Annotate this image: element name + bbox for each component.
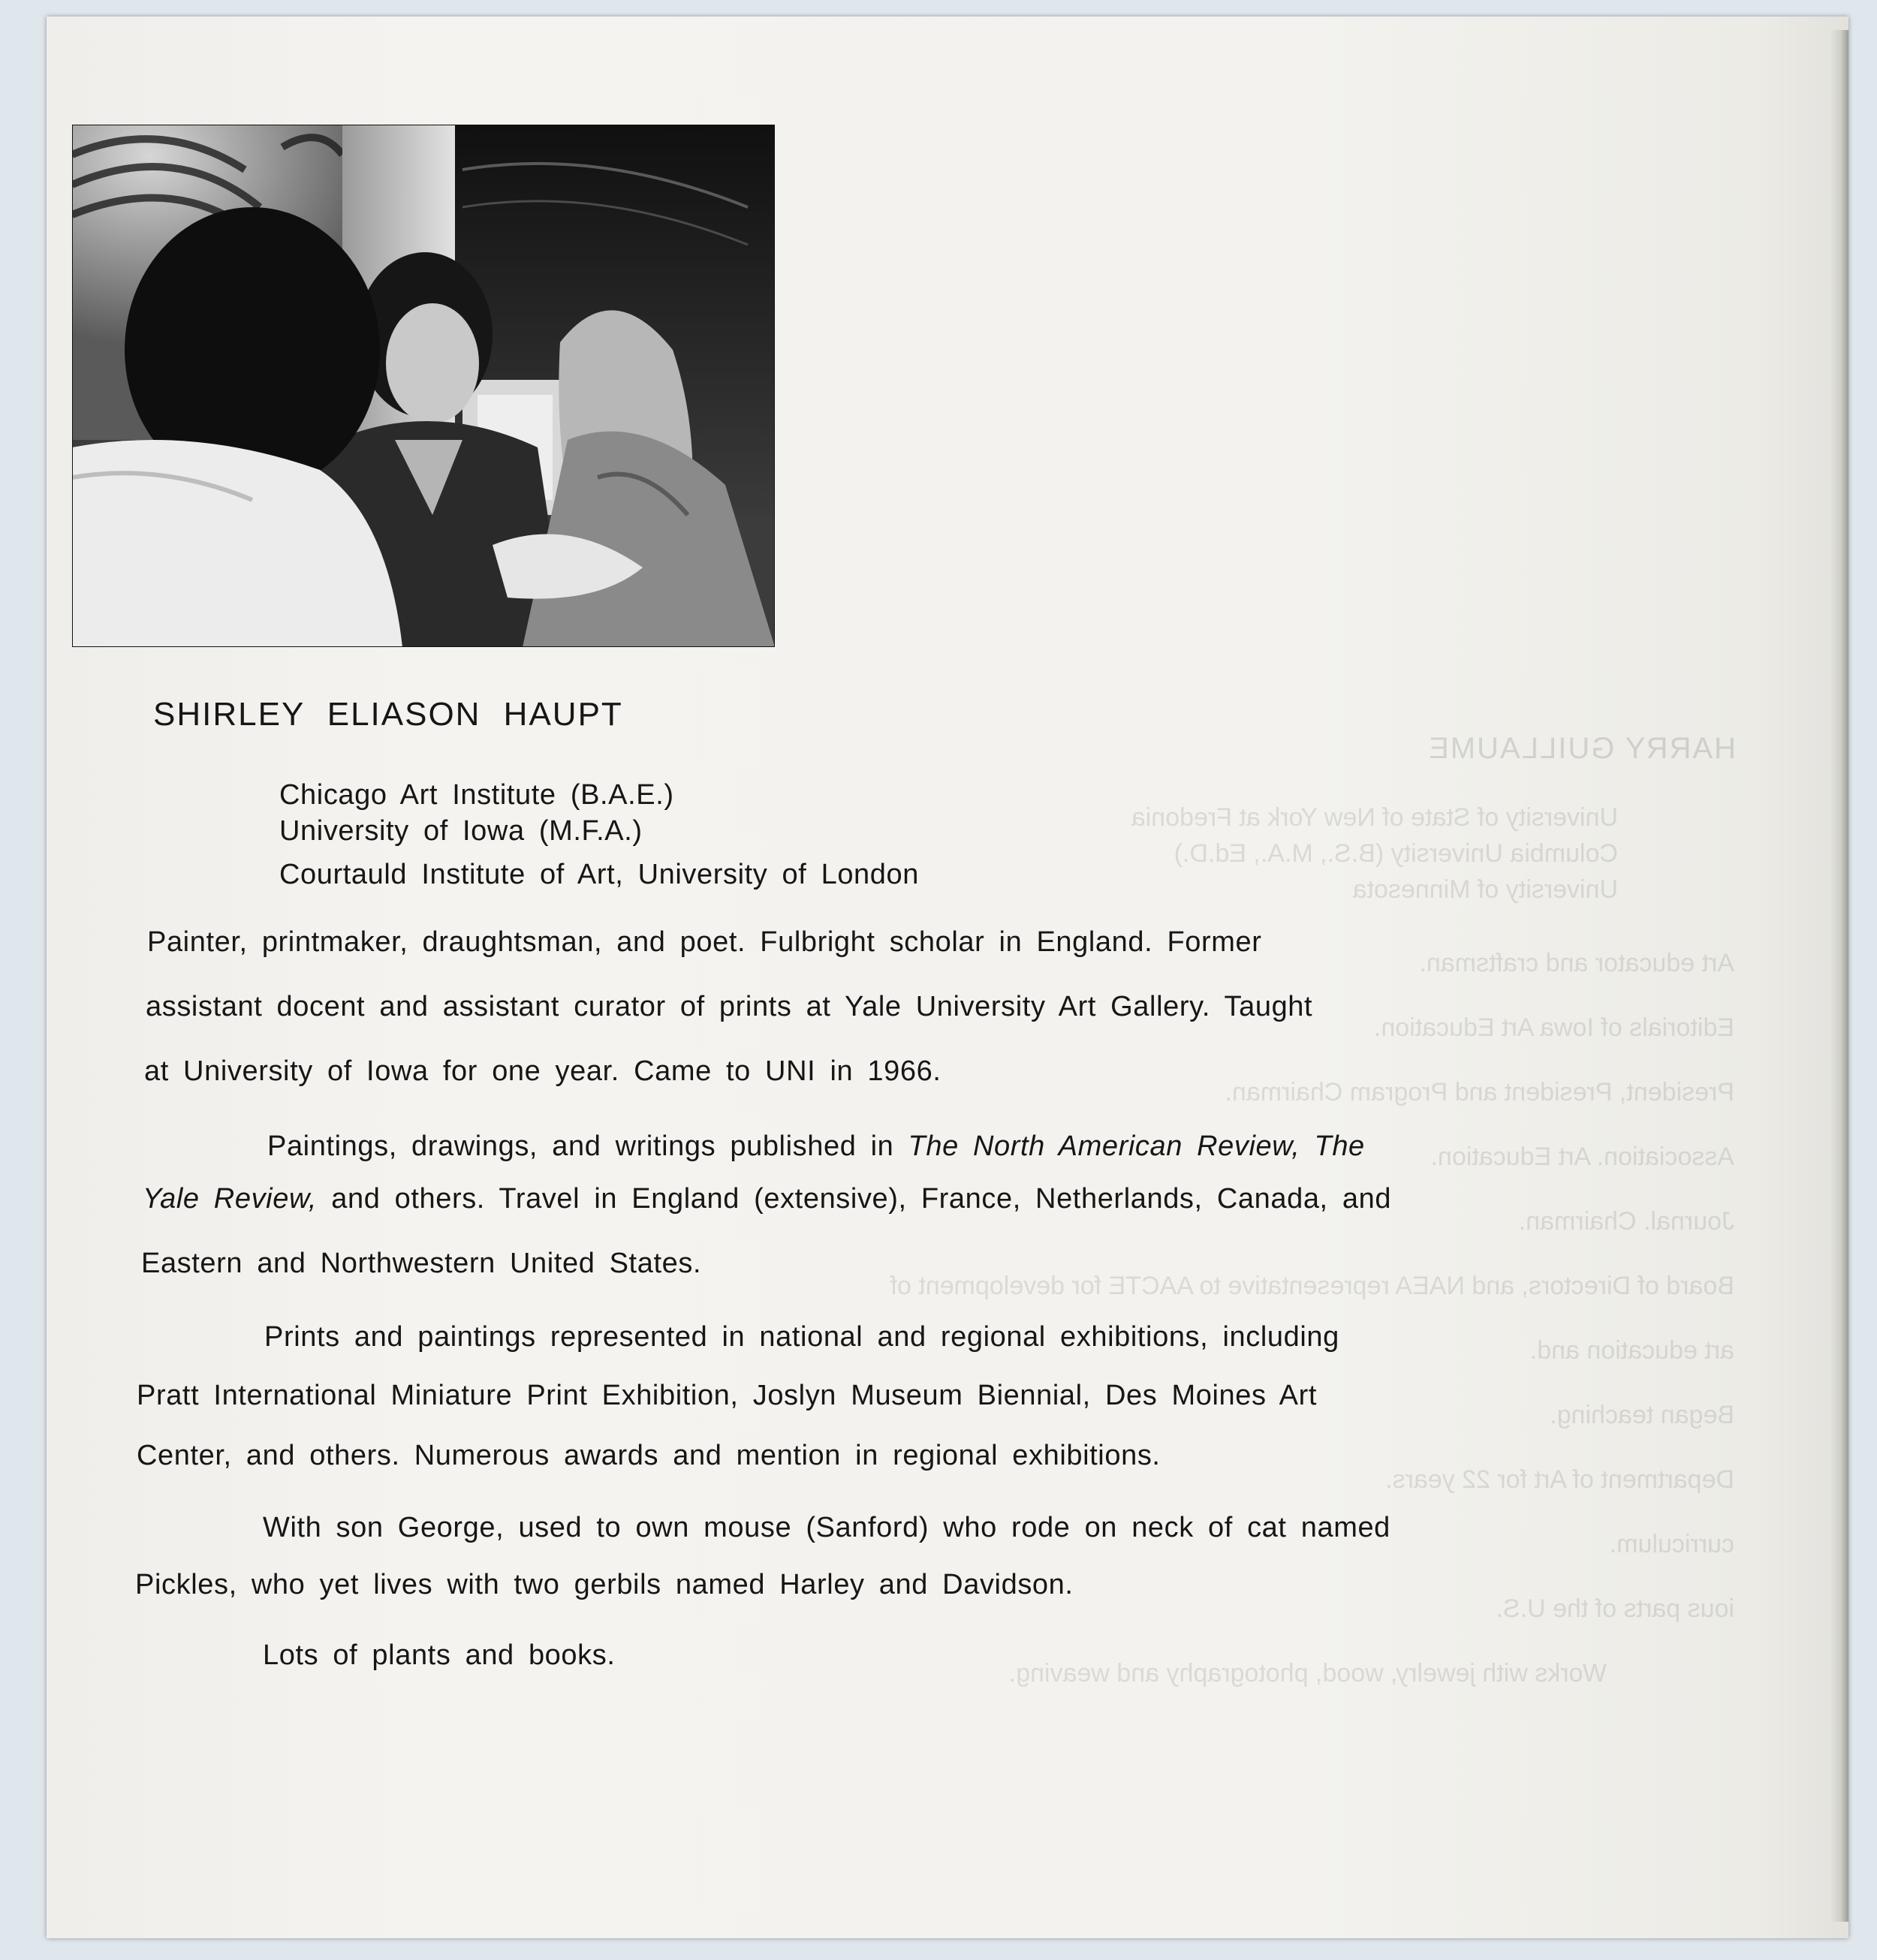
bio-line: Lots of plants and books. — [263, 1639, 616, 1671]
bio-line: Pickles, who yet lives with two gerbils named Harley and Davidson. — [135, 1569, 1074, 1600]
bleed-through-line: University of Minnesota — [1352, 875, 1618, 904]
bleed-through-line: Works with jewelry, wood, photography and weaving. — [1008, 1659, 1607, 1688]
bleed-through-line: curriculum. — [1609, 1530, 1734, 1558]
bleed-through-title: HARRY GUILLAUME — [1427, 732, 1736, 765]
bleed-through-line: ious parts of the U.S. — [1496, 1594, 1734, 1623]
bleed-through-line: Journal. Chairman. — [1518, 1207, 1734, 1236]
publication-title: The North American Review, The — [908, 1131, 1365, 1162]
bio-line: at University of Iowa for one year. Came to UNI in 1966. — [144, 1055, 942, 1087]
bio-text: and others. Travel in England (extensive), France, Netherlands, Canada, and — [317, 1183, 1392, 1215]
bleed-through-line: Association. Art Education. — [1430, 1143, 1734, 1171]
publication-title: Yale Review, — [143, 1183, 318, 1215]
bio-line — [267, 1132, 1365, 1161]
bio-line: Painter, printmaker, draughtsman, and poet. Fulbright scholar in England. Former — [147, 926, 1262, 958]
bio-line: Center, and others. Numerous awards and mention in regional exhibitions. — [137, 1440, 1161, 1471]
bio-line: Pratt International Miniature Print Exhibition, Joslyn Museum Biennial, Des Moines Art — [137, 1380, 1318, 1411]
bleed-through-line: Department of Art for 22 years. — [1385, 1465, 1734, 1494]
bio-line: assistant docent and assistant curator of prints at Yale University Art Gallery. Taught — [146, 991, 1313, 1022]
bleed-through-line: Board of Directors, and NAEA representative to AACTE for development of — [890, 1272, 1734, 1300]
bleed-through-line: Editorials of Iowa Art Education. — [1373, 1013, 1734, 1042]
bleed-through-line: Columbia University (B.S., M.A., Ed.D.) — [1174, 839, 1618, 868]
education-item: Courtauld Institute of Art, University of London — [279, 859, 919, 890]
bio-line: Eastern and Northwestern United States. — [141, 1248, 702, 1279]
bleed-through-line: University of State of New York at Fredonia — [1131, 803, 1618, 832]
education-item: University of Iowa (M.F.A.) — [279, 815, 643, 847]
education-item: Chicago Art Institute (B.A.E.) — [279, 779, 674, 811]
bleed-through-line: Began teaching. — [1550, 1401, 1734, 1429]
bio-line: With son George, used to own mouse (Sanford) who rode on neck of cat named — [263, 1512, 1390, 1543]
bleed-through-line: Art educator and craftsman. — [1419, 949, 1734, 977]
bleed-through-line: President, President and Program Chairman. — [1225, 1078, 1734, 1106]
bio-text: Paintings, drawings, and writings published in — [267, 1131, 908, 1162]
bleed-through-line: art education and. — [1529, 1336, 1734, 1365]
bio-line: Prints and paintings represented in national and regional exhibitions, including — [264, 1321, 1339, 1353]
bio-line — [143, 1185, 1391, 1213]
artist-name: SHIRLEY ELIASON HAUPT — [153, 696, 623, 733]
